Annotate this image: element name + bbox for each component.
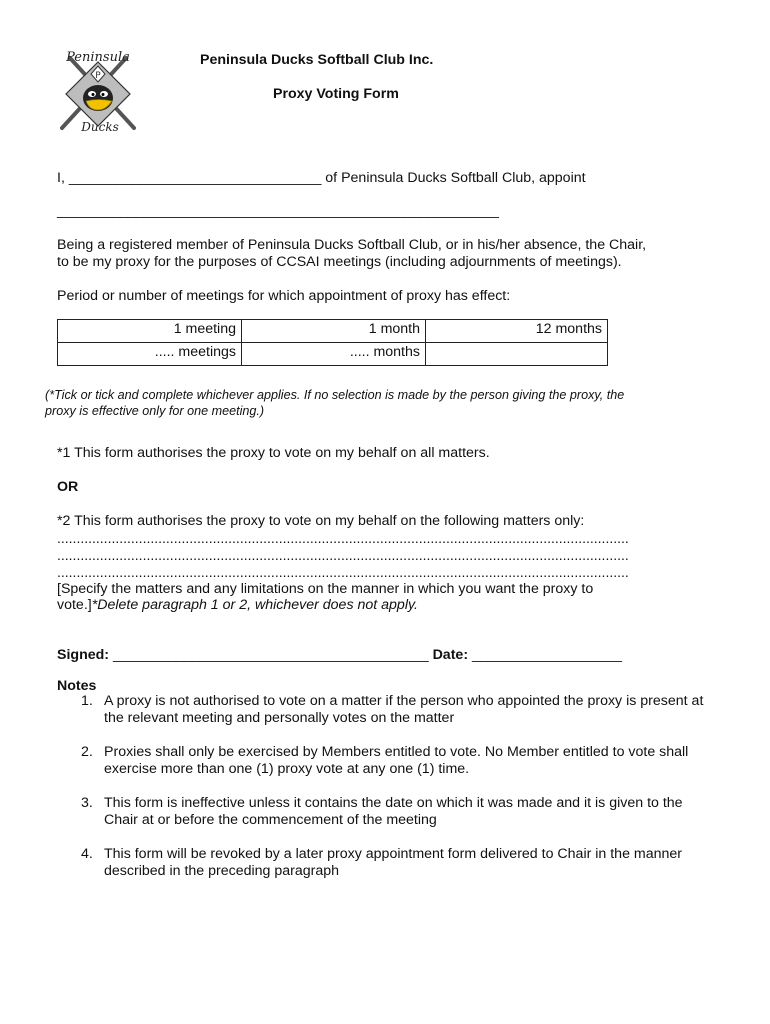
specify-line2 [57, 597, 418, 614]
signed-label: Signed: [57, 647, 110, 663]
notes-list [57, 693, 717, 897]
note-number: 3. [81, 795, 93, 811]
option-2-text: *2 This form authorises the proxy to vote on my behalf on the following matters only: [57, 513, 585, 529]
or-label: OR [57, 479, 79, 495]
period-table [57, 319, 608, 366]
matters-field-1[interactable]: ................................................................................................................................................... [57, 530, 629, 546]
proxy-name-field[interactable]: ________________________________________________________ [57, 203, 499, 219]
signature-field[interactable]: ________________________________________ [112, 647, 429, 663]
appointer-name-field[interactable]: ________________________________ [68, 170, 322, 186]
tick-note-line1: (*Tick or tick and complete whichever applies. If no selection is made by the person giving the proxy, the [45, 388, 625, 402]
option-n-months[interactable]: ..... months [242, 343, 426, 366]
option-1-meeting[interactable]: 1 meeting [58, 320, 242, 343]
member-paragraph-line2: to be my proxy for the purposes of CCSAI meetings (including adjournments of meetings). [57, 254, 622, 270]
option-empty-cell[interactable] [426, 343, 608, 366]
list-item [57, 744, 717, 778]
note-text: Proxies shall only be exercised by Members entitled to vote. No Member entitled to vote shall exercise more than one (1) proxy vote at any one (1) time. [104, 744, 689, 777]
matters-field-2[interactable]: ................................................................................................................................................... [57, 547, 629, 563]
table-row [58, 320, 608, 343]
option-1-text: *1 This form authorises the proxy to vote on my behalf on all matters. [57, 445, 490, 461]
list-item [57, 693, 717, 727]
date-label: Date: [432, 647, 469, 663]
option-1-month[interactable]: 1 month [242, 320, 426, 343]
logo-badge: P [95, 71, 101, 81]
note-text: This form will be revoked by a later proxy appointment form delivered to Chair in the manner described in the preceding paragraph [104, 846, 683, 879]
note-number: 1. [81, 693, 93, 709]
date-field[interactable]: ___________________ [472, 647, 622, 663]
appoint-prefix: I, [57, 170, 65, 186]
list-item [57, 795, 717, 829]
club-logo [56, 48, 140, 134]
note-number: 2. [81, 744, 93, 760]
note-number: 4. [81, 846, 93, 862]
option-n-meetings[interactable]: ..... meetings [58, 343, 242, 366]
table-row [58, 343, 608, 366]
appoint-line [57, 170, 586, 187]
matters-field-3[interactable]: ................................................................................................................................................... [57, 564, 629, 580]
member-paragraph-line1: Being a registered member of Peninsula Ducks Softball Club, or in his/her absence, the Chair, [57, 237, 647, 253]
logo-text-bottom: Ducks [81, 120, 119, 134]
option-12-months[interactable]: 12 months [426, 320, 608, 343]
period-prompt: Period or number of meetings for which appointment of proxy has effect: [57, 288, 511, 304]
note-text: This form is ineffective unless it contains the date on which it was made and it is given to the Chair at or before the commencement of the meeting [104, 795, 683, 828]
note-text: A proxy is not authorised to vote on a matter if the person who appointed the proxy is present at the relevant meeting and personally votes on the matter [104, 693, 704, 726]
form-title: Proxy Voting Form [273, 86, 399, 102]
logo-text-top: Peninsula [66, 50, 130, 65]
delete-instruction: *Delete paragraph 1 or 2, whichever does not apply. [91, 597, 418, 613]
list-item [57, 846, 717, 880]
tick-note-line2: proxy is effective only for one meeting.) [45, 404, 265, 418]
notes-heading: Notes [57, 678, 97, 694]
specify-line1: [Specify the matters and any limitations on the manner in which you want the proxy to [57, 581, 594, 597]
club-name: Peninsula Ducks Softball Club Inc. [200, 52, 434, 68]
specify-line2-plain: vote.] [57, 597, 92, 613]
appoint-suffix: of Peninsula Ducks Softball Club, appoint [325, 170, 586, 186]
signature-row [57, 647, 622, 664]
